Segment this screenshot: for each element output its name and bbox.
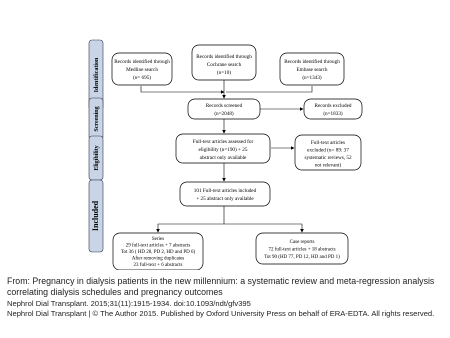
caption-title-line-2: correlating dialysis schedules and pregnancy outcomes <box>7 287 223 297</box>
medline-line-2: Medline search <box>126 67 158 73</box>
series-line-5: 23 full-text + 6 abstracts <box>133 263 183 268</box>
stage-eligibility-label: Eligibility <box>94 145 100 171</box>
box-excluded <box>304 99 362 119</box>
case-reports-line-1: Case reports <box>289 240 315 245</box>
caption-citation: Nephrol Dial Transplant. 2015;31(11):1915-1934. doi:10.1093/ndt/gfv395 <box>7 299 251 308</box>
series-line-1: Series <box>151 237 165 242</box>
fulltext-excluded-line-1: Full-text articles <box>310 140 346 146</box>
screened-line-1: Records screened <box>205 103 243 109</box>
excluded-line-1: Records excluded <box>314 103 352 109</box>
stage-screening-label: Screening <box>94 106 100 132</box>
box-cochrane <box>192 45 256 80</box>
fulltext-excluded-line-4: not relevant) <box>314 162 342 169</box>
box-case-reports <box>256 233 348 264</box>
included-line-1: 101 Full-text articles included <box>193 188 257 194</box>
medline-line-3: (n= 695) <box>132 75 152 81</box>
series-line-4: After removing duplicates <box>131 256 185 262</box>
stage-eligibility <box>89 136 103 180</box>
cochrane-line-3: (n=10) <box>216 70 232 76</box>
box-screened <box>188 99 260 119</box>
box-fulltext-assessed <box>176 134 270 163</box>
fulltext-excluded-line-2: excluded (n= 89: 37 <box>307 147 349 154</box>
box-fulltext-excluded <box>295 135 361 170</box>
cochrane-line-1: Records identified through <box>196 54 252 60</box>
case-reports-line-3: Tot 90 (HD 77, PD 12, HD and PD 1) <box>264 255 340 260</box>
assessed-line-2: eligibility (n=190) + 25 <box>198 147 248 153</box>
caption-title-line-1: From: Pregnancy in dialysis patients in the new millennium: a systematic review and meta-regression analysis <box>7 276 435 286</box>
embase-line-1: Records identified through <box>284 59 340 65</box>
assessed-line-1: Full-text articles assessed for <box>192 139 254 145</box>
embase-line-2: Embase search <box>296 67 328 73</box>
stage-included <box>89 180 103 252</box>
medline-line-1: Records identified through <box>114 59 170 65</box>
stage-included-label: Included <box>91 200 100 232</box>
stage-identification-label: Identification <box>94 57 100 93</box>
excluded-line-2: (n=1833) <box>323 111 343 117</box>
box-embase <box>280 53 344 85</box>
box-included <box>180 182 270 206</box>
series-line-3: Tot 36 ( HD 28, PD 2, HD and PD 6) <box>120 250 196 255</box>
included-line-2: + 25 abstract only available <box>196 196 254 202</box>
embase-line-3: (n=1343) <box>302 75 322 81</box>
cochrane-line-2: Cochrane search <box>206 62 242 68</box>
box-medline <box>112 53 172 85</box>
assessed-line-3: abstract only available <box>199 155 247 161</box>
case-reports-line-2: 72 full-text articles + 18 abstracts <box>268 247 336 253</box>
fulltext-excluded-line-3: systematic reviews, 52 <box>304 155 352 161</box>
series-line-2: 29 full-text articles + 7 abstracts <box>125 243 191 249</box>
box-series <box>113 233 203 270</box>
stage-screening <box>89 98 103 140</box>
caption-copyright: Nephrol Dial Transplant | © The Author 2015. Published by Oxford University Press on behalf of ERA-EDTA. All rights reserved. <box>7 309 435 318</box>
screened-line-2: (n=2048) <box>214 111 234 117</box>
